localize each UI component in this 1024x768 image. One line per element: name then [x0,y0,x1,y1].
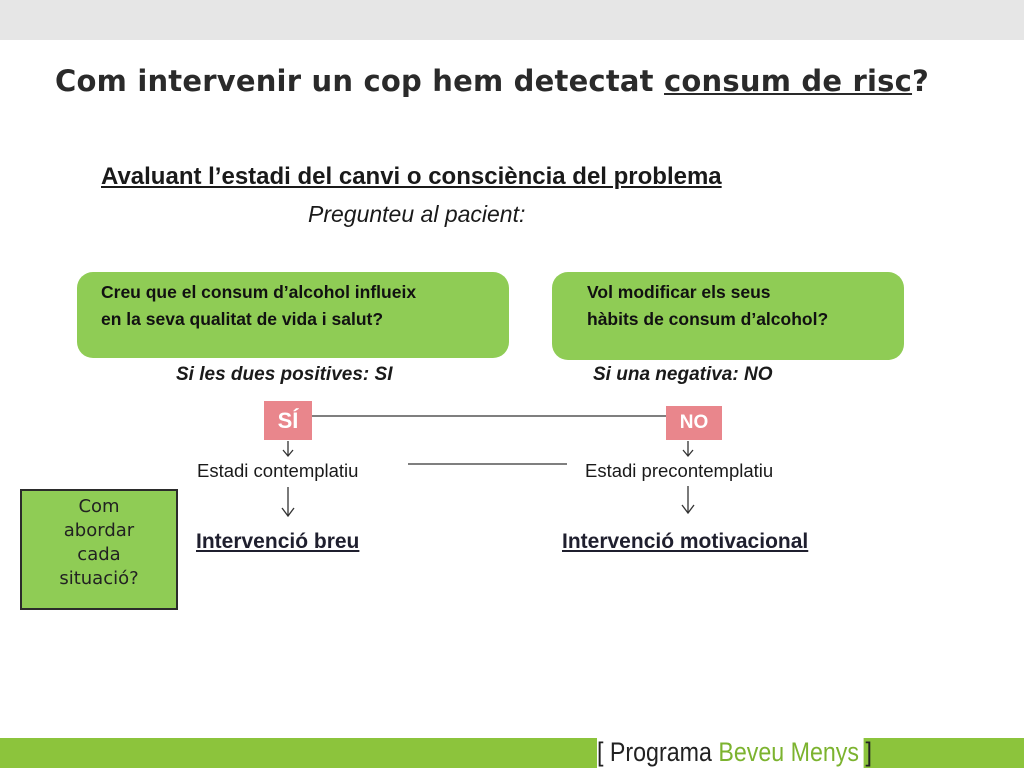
subtitle: Avaluant l’estadi del canvi o consciència del problema [101,163,722,190]
side-box-line2: abordar [63,520,135,541]
prompt: Pregunteu al pacient: [308,201,526,227]
intervention-brief: Intervenció breu [196,530,360,553]
brand-bracket-open: [ [597,737,604,767]
side-box-line3: cada [77,544,121,565]
condition-no: Si una negativa: NO [593,364,773,385]
arrow-stage-to-intervention-yes [282,487,294,516]
side-question-box [20,489,178,610]
title-end: ? [912,64,930,98]
question1-line2: en la seva qualitat de vida i salut? [101,309,384,329]
arrow-stage-to-intervention-no [682,486,694,513]
no-badge: NO [666,406,722,440]
side-box-line4: situació? [59,568,139,589]
title-underlined: consum de risc [664,64,913,98]
program-brand [597,736,872,768]
stage-contemplation: Estadi contemplatiu [197,460,359,481]
intervention-motivational: Intervenció motivacional [562,530,809,553]
question2-line2: hàbits de consum d’alcohol? [587,309,829,329]
arrow-no-to-stage [683,441,693,456]
condition-yes: Si les dues positives: SI [176,364,393,385]
brand-bracket-close: ] [865,737,872,767]
question2-line1: Vol modificar els seus [587,282,771,302]
title-main: Com intervenir un cop hem detectat [55,64,665,98]
stage-precontemplation: Estadi precontemplatiu [585,460,774,481]
yes-badge: SÍ [264,401,312,440]
question1-line1: Creu que el consum d’alcohol influeix [101,282,417,302]
side-box-line1: Com [78,496,120,517]
brand-word-programa: Programa [609,737,712,767]
brand-word-beveu-menys: Beveu Menys [718,737,860,767]
arrow-yes-to-stage [283,441,293,456]
